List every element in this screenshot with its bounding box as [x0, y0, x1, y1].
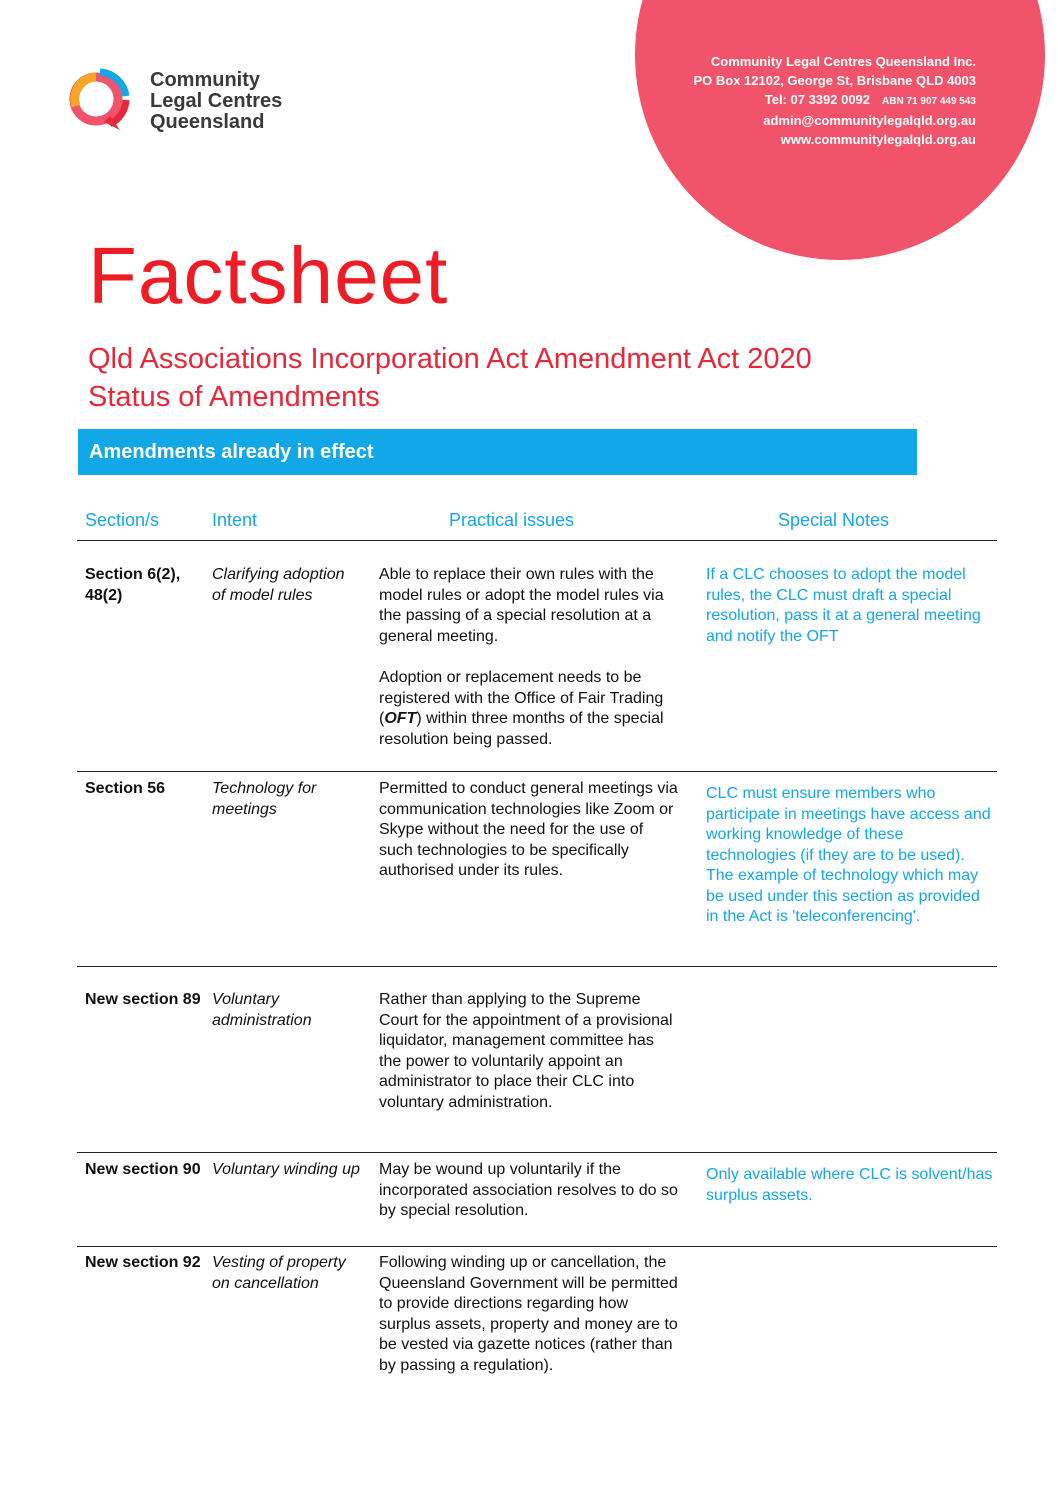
row-5-issues: Following winding up or cancellation, the Queensland Government will be permitted to provide directions regarding how surplus assets, property and money are to be vested via gazette notices (rather than by passing a regulation).: [379, 1254, 678, 1374]
row-1-issues-text-a: Adoption or replacement needs to be registered with the Office of Fair Trading (: [379, 669, 664, 727]
table-divider: [77, 966, 997, 967]
row-3-issues: Rather than applying to the Supreme Court for the appointment of a provisional liquidator, management committee has the power to voluntarily appoint an administrator to place their CLC into voluntary administration.: [379, 991, 673, 1111]
contact-tel: Tel: 07 3392 0092: [764, 92, 871, 107]
table-divider: [77, 1152, 997, 1153]
speech-bubble-logo-icon: [66, 66, 140, 138]
contact-web[interactable]: www.communitylegalqld.org.au: [780, 132, 976, 147]
row-5-section: New section 92: [85, 1254, 201, 1271]
page-title: Factsheet: [88, 231, 449, 320]
row-1-issues-paragraph-2: [379, 668, 679, 750]
subtitle-line-2: Status of Amendments: [88, 381, 380, 413]
table-divider: [77, 540, 997, 541]
contact-address: PO Box 12102, George St, Brisbane QLD 4003: [693, 73, 976, 88]
row-3-intent: Voluntary administration: [212, 991, 312, 1029]
row-1-issues-oft: OFT: [384, 710, 417, 727]
row-3-section: New section 89: [85, 991, 201, 1008]
section-banner: [78, 429, 917, 475]
row-4-issues: May be wound up voluntarily if the incorporated association resolves to do so by special resolution.: [379, 1161, 678, 1219]
column-header-section: Section/s: [85, 510, 160, 530]
column-header-special-notes: Special Notes: [778, 510, 890, 530]
org-logo: [66, 66, 336, 138]
column-header-intent: Intent: [212, 510, 258, 530]
row-4-notes: Only available where CLC is solvent/has surplus assets.: [706, 1166, 993, 1204]
table-divider: [77, 771, 997, 772]
page-subtitle: [88, 340, 812, 416]
row-1-notes: If a CLC chooses to adopt the model rules, the CLC must draft a special resolution, pass it at a general meeting and notify the OFT: [706, 566, 981, 645]
contact-block: [693, 52, 976, 149]
row-2-issues: Permitted to conduct general meetings via communication technologies like Zoom or Skype without the need for the use of such technologies to be specifically authorised under its rules.: [379, 780, 678, 879]
contact-abn: ABN 71 907 449 543: [882, 96, 976, 107]
row-4-section: New section 90: [85, 1161, 201, 1178]
row-1-issues: [379, 565, 679, 771]
row-2-section: Section 56: [85, 780, 166, 797]
row-1-intent: Clarifying adoption of model rules: [212, 566, 345, 604]
contact-phone-line: [693, 90, 976, 111]
logo-line-1: Community: [150, 69, 260, 91]
logo-line-3: Queensland: [150, 111, 265, 133]
row-1-issues-paragraph-1: Able to replace their own rules with the model rules or adopt the model rules via the passing of a special resolution at a general meeting.: [379, 566, 664, 645]
row-1-section: Section 6(2), 48(2): [85, 566, 181, 604]
logo-line-2: Legal Centres: [150, 90, 283, 112]
column-header-practical-issues: Practical issues: [449, 510, 575, 530]
contact-org: Community Legal Centres Queensland Inc.: [710, 54, 976, 69]
row-4-intent: Voluntary winding up: [212, 1161, 360, 1178]
row-1-issues-text-c: ) within three months of the special resolution being passed.: [379, 710, 664, 748]
table-divider: [77, 1246, 997, 1247]
row-2-notes: CLC must ensure members who participate in meetings have access and working knowledge of these technologies (if they are to be used). The example of technology which may be used under this section as provided in the Act is 'teleconferencing'.: [706, 785, 991, 925]
row-2-intent: Technology for meetings: [212, 780, 317, 818]
row-5-intent: Vesting of property on cancellation: [212, 1254, 346, 1292]
subtitle-line-1: Qld Associations Incorporation Act Amendment Act 2020: [88, 343, 812, 375]
contact-email[interactable]: admin@communitylegalqld.org.au: [763, 113, 976, 128]
logo-text: [150, 70, 282, 133]
section-banner-label: Amendments already in effect: [89, 441, 374, 463]
